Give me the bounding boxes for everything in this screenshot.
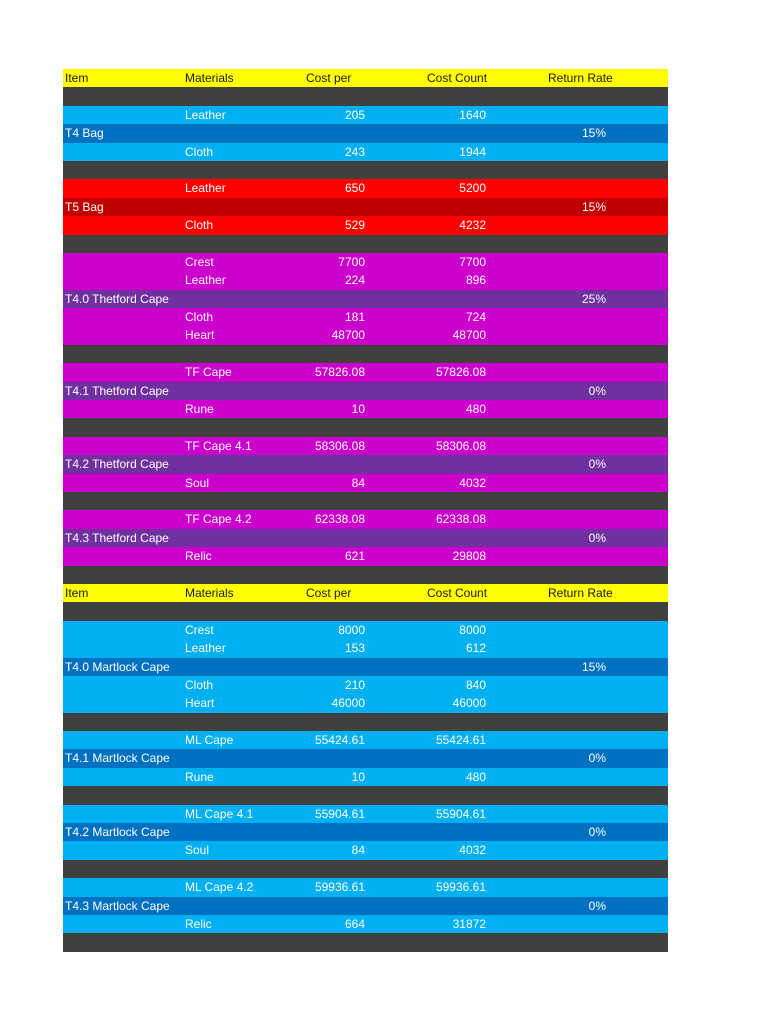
material-row (63, 915, 668, 933)
cost-count-cell[interactable]: 31872 (452, 916, 486, 931)
item-cell[interactable]: T4 Bag (65, 126, 104, 141)
return-rate-cell[interactable]: 15% (581, 659, 606, 674)
material-cell[interactable]: Crest (185, 622, 214, 637)
material-row (63, 363, 668, 381)
cost-per-cell[interactable]: 243 (344, 144, 365, 159)
header-row (63, 69, 668, 87)
header-materials[interactable]: Materials (185, 585, 234, 600)
cost-per-cell[interactable]: 224 (344, 273, 365, 288)
material-row (63, 694, 668, 712)
cost-per-cell[interactable]: 55904.61 (314, 806, 365, 821)
header-cost-per[interactable]: Cost per (306, 585, 352, 600)
cost-count-cell[interactable]: 7700 (459, 254, 486, 269)
item-cell[interactable]: T4.0 Thetford Cape (65, 291, 169, 306)
material-row (63, 474, 668, 492)
separator-row (63, 602, 668, 620)
return-rate-cell[interactable]: 0% (588, 898, 606, 913)
cost-count-cell[interactable]: 55424.61 (435, 733, 486, 748)
separator-row (63, 713, 668, 731)
cost-per-cell[interactable]: 58306.08 (314, 438, 365, 453)
separator-row (63, 860, 668, 878)
material-cell[interactable]: Heart (185, 696, 215, 711)
cost-count-cell[interactable]: 29808 (452, 549, 486, 564)
material-cell[interactable]: TF Cape 4.2 (185, 512, 252, 527)
separator-row (63, 345, 668, 363)
separator-row (63, 492, 668, 510)
item-cell[interactable]: T4.1 Thetford Cape (65, 383, 169, 398)
material-cell[interactable]: ML Cape (185, 733, 234, 748)
cost-per-cell[interactable]: 62338.08 (314, 512, 365, 527)
header-cost-count[interactable]: Cost Count (427, 585, 488, 600)
cost-count-cell[interactable]: 57826.08 (435, 365, 486, 380)
item-row (63, 382, 668, 400)
cost-count-cell[interactable]: 896 (465, 273, 486, 288)
material-row (63, 639, 668, 657)
material-row (63, 308, 668, 326)
cost-per-cell[interactable]: 181 (344, 310, 365, 325)
material-row (63, 216, 668, 234)
item-cell[interactable]: T4.2 Thetford Cape (65, 457, 169, 472)
cost-count-cell[interactable]: 1640 (459, 107, 486, 122)
material-cell[interactable]: Leather (185, 273, 226, 288)
return-rate-cell[interactable]: 0% (588, 825, 606, 840)
cost-count-cell[interactable]: 480 (465, 402, 486, 417)
material-row (63, 143, 668, 161)
material-cell[interactable]: Soul (185, 475, 210, 490)
cost-count-cell[interactable]: 480 (465, 769, 486, 784)
cost-count-cell[interactable]: 840 (465, 677, 486, 692)
material-row (63, 253, 668, 271)
cost-count-cell[interactable]: 8000 (459, 622, 486, 637)
return-rate-cell[interactable]: 0% (588, 457, 606, 472)
separator-row (63, 933, 668, 951)
cost-per-cell[interactable]: 529 (344, 218, 365, 233)
item-cell[interactable]: T4.3 Martlock Cape (65, 898, 170, 913)
separator-row (63, 161, 668, 179)
cost-count-cell[interactable]: 55904.61 (435, 806, 486, 821)
cost-per-cell[interactable]: 664 (344, 916, 365, 931)
item-row (63, 124, 668, 142)
material-cell[interactable]: ML Cape 4.2 (185, 880, 254, 895)
cost-count-cell[interactable]: 46000 (452, 696, 486, 711)
item-row (63, 658, 668, 676)
item-cell[interactable]: T4.0 Martlock Cape (65, 659, 170, 674)
cost-count-cell[interactable]: 58306.08 (435, 438, 486, 453)
material-row (63, 547, 668, 565)
material-row (63, 510, 668, 528)
material-row (63, 731, 668, 749)
material-cell[interactable]: TF Cape (185, 365, 232, 380)
cost-count-cell[interactable]: 4032 (459, 843, 486, 858)
cost-per-cell[interactable]: 205 (344, 107, 365, 122)
item-cell[interactable]: T4.1 Martlock Cape (65, 751, 170, 766)
separator-row (63, 566, 668, 584)
material-cell[interactable]: TF Cape 4.1 (185, 438, 252, 453)
item-row (63, 823, 668, 841)
cost-per-cell[interactable]: 210 (344, 677, 365, 692)
material-cell[interactable]: Leather (185, 107, 226, 122)
item-cell[interactable]: T5 Bag (65, 199, 104, 214)
cost-count-cell[interactable]: 59936.61 (435, 880, 486, 895)
cost-per-cell[interactable]: 57826.08 (314, 365, 365, 380)
material-cell[interactable]: Cloth (185, 144, 214, 159)
material-cell[interactable]: Rune (185, 769, 214, 784)
header-materials[interactable]: Materials (185, 71, 234, 85)
cost-count-cell[interactable]: 1944 (459, 144, 486, 159)
return-rate-cell[interactable]: 15% (581, 126, 606, 141)
cost-per-cell[interactable]: 46000 (331, 696, 365, 711)
cost-per-cell[interactable]: 153 (344, 641, 365, 656)
item-row (63, 529, 668, 547)
header-return-rate[interactable]: Return Rate (548, 71, 613, 85)
cost-per-cell[interactable]: 8000 (338, 622, 365, 637)
material-cell[interactable]: Soul (185, 843, 210, 858)
header-cost-per[interactable]: Cost per (306, 71, 352, 85)
material-cell[interactable]: Crest (185, 254, 214, 269)
spreadsheet (63, 69, 668, 952)
material-cell[interactable]: Leather (185, 641, 226, 656)
cost-per-cell[interactable]: 621 (344, 549, 365, 564)
material-row (63, 106, 668, 124)
item-cell[interactable]: T4.2 Martlock Cape (65, 825, 170, 840)
cost-per-cell[interactable]: 650 (344, 181, 365, 196)
cost-count-cell[interactable]: 4032 (459, 475, 486, 490)
item-row (63, 749, 668, 767)
material-row (63, 437, 668, 455)
material-row (63, 179, 668, 197)
cost-count-cell[interactable]: 5200 (459, 181, 486, 196)
header-item[interactable]: Item (65, 71, 89, 85)
header-row (63, 584, 668, 602)
cost-count-cell[interactable]: 724 (465, 310, 486, 325)
material-cell[interactable]: Rune (185, 402, 214, 417)
item-cell[interactable]: T4.3 Thetford Cape (65, 530, 169, 545)
cost-count-cell[interactable]: 4232 (459, 218, 486, 233)
cost-count-cell[interactable]: 48700 (452, 328, 486, 343)
item-row (63, 290, 668, 308)
item-row (63, 897, 668, 915)
header-cost-count[interactable]: Cost Count (427, 71, 488, 85)
cost-per-cell[interactable]: 7700 (338, 254, 365, 269)
return-rate-cell[interactable]: 25% (581, 291, 606, 306)
material-row (63, 621, 668, 639)
item-row (63, 455, 668, 473)
item-row (63, 198, 668, 216)
material-cell[interactable]: Leather (185, 181, 226, 196)
material-cell[interactable]: ML Cape 4.1 (185, 806, 254, 821)
separator-row (63, 786, 668, 804)
material-row (63, 400, 668, 418)
return-rate-cell[interactable]: 0% (588, 383, 606, 398)
header-item[interactable]: Item (65, 585, 89, 600)
cost-count-cell[interactable]: 62338.08 (435, 512, 486, 527)
material-row (63, 271, 668, 289)
material-row (63, 841, 668, 859)
cost-per-cell[interactable]: 48700 (331, 328, 365, 343)
material-row (63, 676, 668, 694)
separator-row (63, 87, 668, 105)
cost-per-cell[interactable]: 59936.61 (314, 880, 365, 895)
cost-per-cell[interactable]: 84 (351, 475, 365, 490)
cost-per-cell[interactable]: 10 (351, 402, 365, 417)
header-return-rate[interactable]: Return Rate (548, 585, 613, 600)
cost-per-cell[interactable]: 10 (351, 769, 365, 784)
material-row (63, 768, 668, 786)
separator-row (63, 235, 668, 253)
material-row (63, 878, 668, 896)
cost-count-cell[interactable]: 612 (465, 641, 486, 656)
cost-per-cell[interactable]: 84 (351, 843, 365, 858)
material-row (63, 326, 668, 344)
material-cell[interactable]: Cloth (185, 218, 214, 233)
material-cell[interactable]: Cloth (185, 310, 214, 325)
material-cell[interactable]: Relic (185, 549, 212, 564)
return-rate-cell[interactable]: 0% (588, 530, 606, 545)
cost-per-cell[interactable]: 55424.61 (314, 733, 365, 748)
material-row (63, 805, 668, 823)
material-cell[interactable]: Cloth (185, 677, 214, 692)
material-cell[interactable]: Relic (185, 916, 212, 931)
separator-row (63, 418, 668, 436)
material-cell[interactable]: Heart (185, 328, 215, 343)
return-rate-cell[interactable]: 15% (581, 199, 606, 214)
return-rate-cell[interactable]: 0% (588, 751, 606, 766)
